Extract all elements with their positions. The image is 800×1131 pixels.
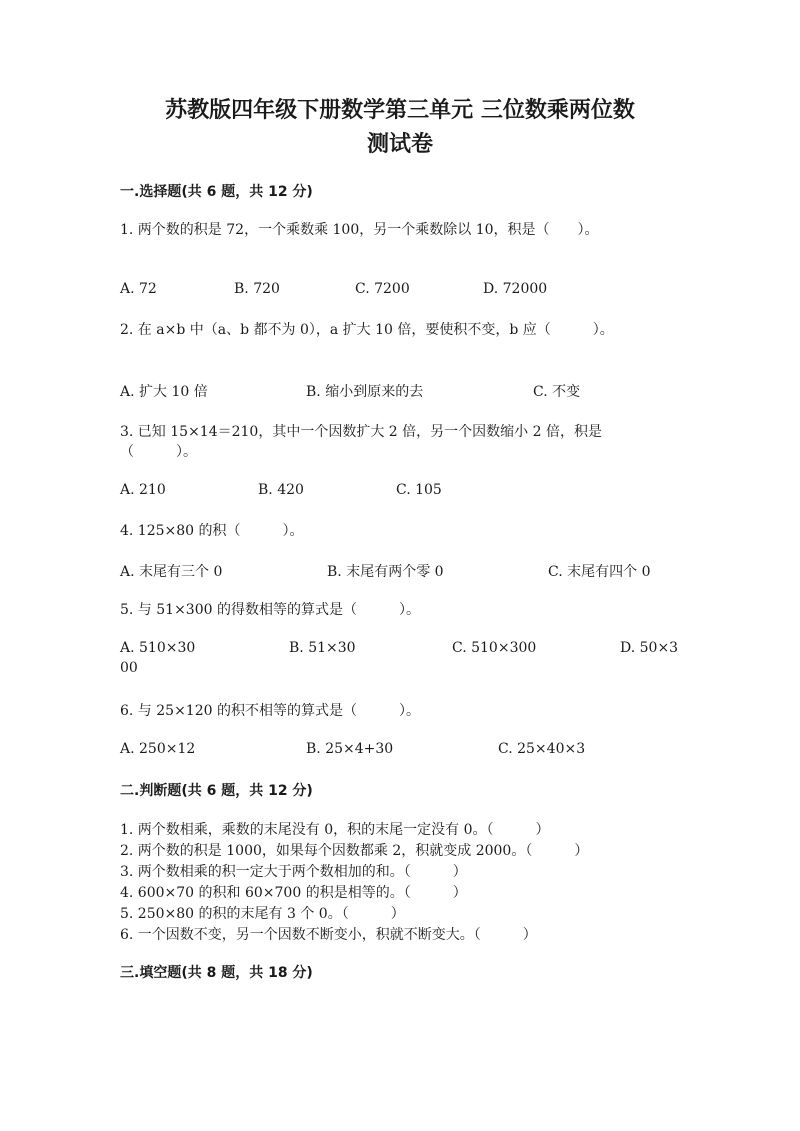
- q5-option-a: A. 510×30: [120, 640, 196, 656]
- q6-option-c: C. 25×40×3: [498, 741, 586, 757]
- judgement-item-4: 4. 600×70 的积和 60×700 的积是相等的。（ ）: [120, 885, 467, 901]
- question-4: 4. 125×80 的积（ ）。: [120, 523, 304, 539]
- question-2: 2. 在 a×b 中（a、b 都不为 0），a 扩大 10 倍，要使积不变，b 应（ ）。: [120, 322, 614, 338]
- q5-option-c: C. 510×300: [452, 640, 537, 656]
- q5-option-d-wrap: 00: [120, 660, 138, 676]
- q5-option-b: B. 51×30: [289, 640, 356, 656]
- q4-option-c: C. 末尾有四个 0: [548, 564, 651, 580]
- section-heading-judgement: 二.判断题(共 6 题，共 12 分): [120, 783, 313, 799]
- judgement-item-3: 3. 两个数相乘的积一定大于两个数相加的和。（ ）: [120, 864, 467, 880]
- section-heading-choice: 一.选择题(共 6 题，共 12 分): [120, 184, 313, 200]
- judgement-item-2: 2. 两个数的积是 1000，如果每个因数都乘 2，积就变成 2000。（ ）: [120, 843, 589, 859]
- q3-option-a: A. 210: [120, 482, 166, 498]
- q6-option-b: B. 25×4+30: [306, 741, 394, 757]
- section-heading-fill-in: 三.填空题(共 8 题，共 18 分): [120, 965, 313, 981]
- q6-option-a: A. 250×12: [120, 741, 196, 757]
- q3-option-c: C. 105: [396, 482, 442, 498]
- q5-option-d: D. 50×3: [620, 640, 679, 656]
- exam-title-line1: 苏教版四年级下册数学第三单元 三位数乘两位数: [165, 98, 635, 123]
- q2-option-b: B. 缩小到原来的去: [306, 384, 424, 400]
- question-1: 1. 两个数的积是 72，一个乘数乘 100，另一个乘数除以 10，积是（ ）。: [120, 222, 599, 238]
- q4-option-b: B. 末尾有两个零 0: [327, 564, 444, 580]
- q1-option-a: A. 72: [120, 281, 157, 297]
- q2-option-a: A. 扩大 10 倍: [120, 384, 208, 400]
- question-3-line2: （ ）。: [120, 444, 197, 460]
- q2-option-c: C. 不变: [533, 384, 581, 400]
- question-3-line1: 3. 已知 15×14＝210，其中一个因数扩大 2 倍，另一个因数缩小 2 倍，积是: [120, 424, 602, 440]
- exam-title-line2: 测试卷: [366, 132, 433, 157]
- question-5: 5. 与 51×300 的得数相等的算式是（ ）。: [120, 602, 420, 618]
- q1-option-b: B. 720: [234, 281, 280, 297]
- judgement-item-1: 1. 两个数相乘，乘数的末尾没有 0，积的末尾一定没有 0。（ ）: [120, 822, 550, 838]
- judgement-item-5: 5. 250×80 的积的末尾有 3 个 0。（ ）: [120, 906, 405, 922]
- judgement-item-6: 6. 一个因数不变，另一个因数不断变小，积就不断变大。（ ）: [120, 927, 537, 943]
- q1-option-d: D. 72000: [483, 281, 548, 297]
- q1-option-c: C. 7200: [355, 281, 410, 297]
- q4-option-a: A. 末尾有三个 0: [120, 564, 223, 580]
- question-6: 6. 与 25×120 的积不相等的算式是（ ）。: [120, 703, 420, 719]
- q3-option-b: B. 420: [258, 482, 304, 498]
